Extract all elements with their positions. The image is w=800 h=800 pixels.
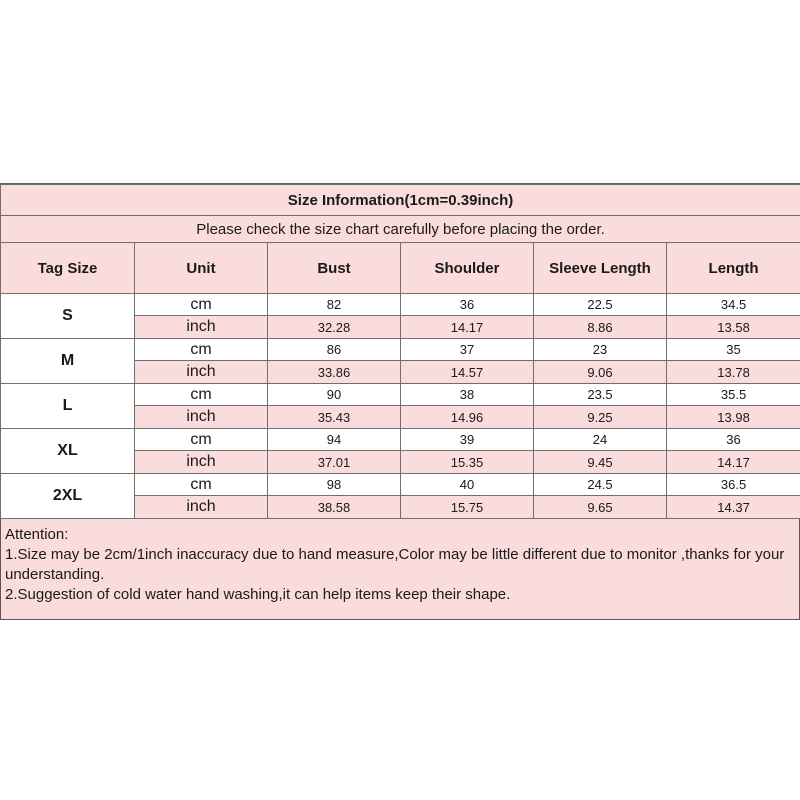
measurement-cell: 37.01 — [268, 451, 401, 474]
tag-size-cell: M — [1, 339, 135, 384]
unit-cell: cm — [135, 474, 268, 496]
measurement-cell: 86 — [268, 339, 401, 361]
unit-cell: inch — [135, 406, 268, 429]
chart-title: Size Information(1cm=0.39inch) — [1, 185, 800, 216]
measurement-cell: 13.58 — [667, 316, 800, 339]
measurement-cell: 90 — [268, 384, 401, 406]
chart-subtitle: Please check the size chart carefully before placing the order. — [1, 216, 800, 243]
attention-heading: Attention: — [5, 526, 69, 543]
header-sleeve-length: Sleeve Length — [534, 243, 667, 294]
measurement-cell: 35.43 — [268, 406, 401, 429]
measurement-cell: 22.5 — [534, 294, 667, 316]
attention-line-1: 1.Size may be 2cm/1inch inaccuracy due to hand measure,Color may be little different due to monitor ,thanks for your understanding. — [5, 546, 785, 583]
table-row — [1, 294, 800, 316]
unit-cell: inch — [135, 451, 268, 474]
measurement-cell: 36.5 — [667, 474, 800, 496]
table-row — [1, 384, 800, 406]
measurement-cell: 82 — [268, 294, 401, 316]
measurement-cell: 24.5 — [534, 474, 667, 496]
measurement-cell: 9.65 — [534, 496, 667, 519]
measurement-cell: 34.5 — [667, 294, 800, 316]
unit-cell: cm — [135, 429, 268, 451]
unit-cell: inch — [135, 361, 268, 384]
measurement-cell: 14.96 — [401, 406, 534, 429]
measurement-cell: 98 — [268, 474, 401, 496]
measurement-cell: 15.35 — [401, 451, 534, 474]
measurement-cell: 94 — [268, 429, 401, 451]
measurement-cell: 35 — [667, 339, 800, 361]
table-row — [1, 429, 800, 451]
measurement-cell: 40 — [401, 474, 534, 496]
unit-cell: inch — [135, 316, 268, 339]
header-row — [1, 243, 800, 294]
measurement-cell: 38.58 — [268, 496, 401, 519]
measurement-cell: 32.28 — [268, 316, 401, 339]
size-table — [0, 184, 800, 519]
size-chart — [0, 183, 800, 620]
measurement-cell: 13.78 — [667, 361, 800, 384]
measurement-cell: 38 — [401, 384, 534, 406]
attention-notes — [1, 521, 799, 605]
header-length: Length — [667, 243, 800, 294]
tag-size-cell: XL — [1, 429, 135, 474]
measurement-cell: 35.5 — [667, 384, 800, 406]
measurement-cell: 37 — [401, 339, 534, 361]
table-row — [1, 474, 800, 496]
unit-cell: inch — [135, 496, 268, 519]
header-shoulder: Shoulder — [401, 243, 534, 294]
measurement-cell: 9.45 — [534, 451, 667, 474]
measurement-cell: 9.25 — [534, 406, 667, 429]
measurement-cell: 23 — [534, 339, 667, 361]
tag-size-cell: 2XL — [1, 474, 135, 519]
tag-size-cell: L — [1, 384, 135, 429]
measurement-cell: 13.98 — [667, 406, 800, 429]
measurement-cell: 8.86 — [534, 316, 667, 339]
measurement-cell: 24 — [534, 429, 667, 451]
measurement-cell: 14.37 — [667, 496, 800, 519]
measurement-cell: 36 — [401, 294, 534, 316]
header-unit: Unit — [135, 243, 268, 294]
measurement-cell: 15.75 — [401, 496, 534, 519]
measurement-cell: 23.5 — [534, 384, 667, 406]
attention-line-2: 2.Suggestion of cold water hand washing,it can help items keep their shape. — [5, 586, 511, 603]
unit-cell: cm — [135, 384, 268, 406]
header-bust: Bust — [268, 243, 401, 294]
table-row — [1, 339, 800, 361]
tag-size-cell: S — [1, 294, 135, 339]
measurement-cell: 39 — [401, 429, 534, 451]
measurement-cell: 9.06 — [534, 361, 667, 384]
header-tag-size: Tag Size — [1, 243, 135, 294]
measurement-cell: 14.17 — [667, 451, 800, 474]
measurement-cell: 14.17 — [401, 316, 534, 339]
measurement-cell: 33.86 — [268, 361, 401, 384]
unit-cell: cm — [135, 339, 268, 361]
unit-cell: cm — [135, 294, 268, 316]
measurement-cell: 36 — [667, 429, 800, 451]
measurement-cell: 14.57 — [401, 361, 534, 384]
